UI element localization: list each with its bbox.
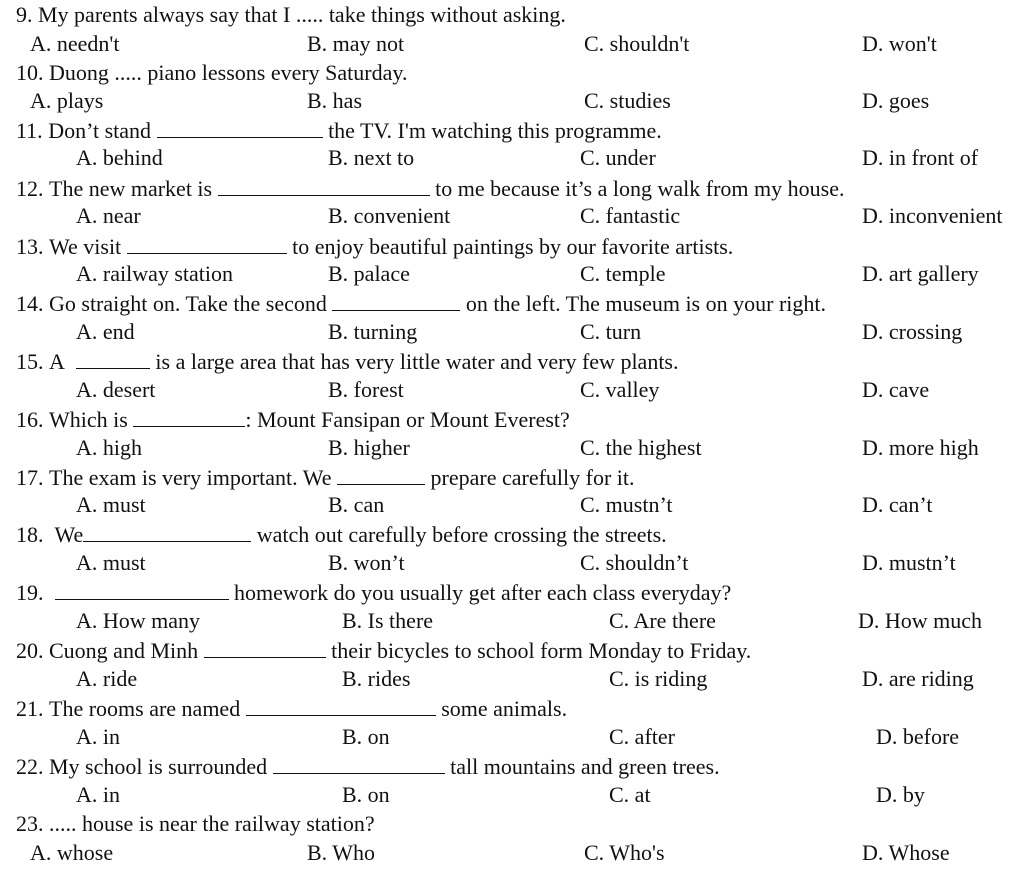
option-d[interactable]: D. art gallery: [862, 261, 979, 286]
answer-blank[interactable]: [83, 523, 251, 542]
option-c[interactable]: C. valley: [580, 377, 660, 402]
question-text: ..... house is near the railway station?: [49, 811, 375, 836]
option-d[interactable]: D. are riding: [862, 666, 974, 691]
question-number: 16.: [16, 407, 44, 432]
option-a[interactable]: A. high: [76, 435, 142, 460]
option-d[interactable]: D. can’t: [862, 492, 933, 517]
option-c[interactable]: C. studies: [584, 88, 671, 113]
option-b[interactable]: B. convenient: [328, 203, 451, 228]
option-c[interactable]: C. Who's: [584, 840, 665, 865]
question-text: their bicycles to school form Monday to Friday.: [331, 638, 752, 663]
option-a[interactable]: A. How many: [76, 608, 201, 633]
answer-blank[interactable]: [332, 292, 460, 311]
question-text: tall mountains and green trees.: [450, 754, 720, 779]
option-b[interactable]: B. rides: [342, 666, 411, 691]
option-c[interactable]: C. after: [609, 724, 675, 749]
answer-blank[interactable]: [157, 119, 323, 138]
question-23: [16, 813, 375, 835]
question-19: [16, 581, 731, 604]
option-a[interactable]: A. must: [76, 492, 146, 517]
question-text: Go straight on. Take the second: [49, 291, 327, 316]
option-b[interactable]: B. won’t: [328, 550, 405, 575]
question-21: [16, 697, 567, 720]
question-15: [16, 350, 679, 373]
option-d[interactable]: D. won't: [862, 31, 937, 56]
answer-blank[interactable]: [218, 177, 430, 196]
question-text: The new market is: [49, 176, 213, 201]
option-b[interactable]: B. higher: [328, 435, 410, 460]
option-a[interactable]: A. behind: [76, 145, 163, 170]
question-number: 20.: [16, 638, 44, 663]
question-text: My parents always say that I ..... take things without asking.: [38, 2, 566, 27]
option-d[interactable]: D. cave: [862, 377, 930, 402]
option-b[interactable]: B. Who: [307, 840, 376, 865]
option-b[interactable]: B. Is there: [342, 608, 434, 633]
question-9: [16, 4, 566, 26]
question-text: on the left. The museum is on your right.: [465, 291, 826, 316]
question-13: [16, 235, 733, 258]
question-text: The exam is very important. We: [49, 465, 332, 490]
option-a[interactable]: A. needn't: [30, 31, 120, 56]
question-11: [16, 119, 662, 142]
option-c[interactable]: C. Are there: [609, 608, 716, 633]
option-d[interactable]: D. crossing: [862, 319, 963, 344]
question-text: We: [54, 522, 84, 547]
question-text: to enjoy beautiful paintings by our favorite artists.: [292, 234, 734, 259]
option-a[interactable]: A. railway station: [76, 261, 234, 286]
question-number: 21.: [16, 696, 44, 721]
answer-blank[interactable]: [55, 581, 229, 600]
option-c[interactable]: C. is riding: [609, 666, 708, 691]
option-d[interactable]: D. before: [876, 724, 960, 749]
option-c[interactable]: C. mustn’t: [580, 492, 673, 517]
option-d[interactable]: D. in front of: [862, 145, 979, 170]
question-text: Duong ..... piano lessons every Saturday.: [49, 60, 408, 85]
option-c[interactable]: C. at: [609, 782, 651, 807]
answer-blank[interactable]: [76, 350, 150, 369]
question-number: 15.: [16, 349, 44, 374]
question-text: homework do you usually get after each class everyday?: [234, 580, 732, 605]
question-16: [16, 408, 570, 431]
answer-blank[interactable]: [337, 466, 425, 485]
question-text: is a large area that has very little water and very few plants.: [155, 349, 679, 374]
question-text: prepare carefully for it.: [430, 465, 635, 490]
option-d[interactable]: D. Whose: [862, 840, 950, 865]
question-number: 17.: [16, 465, 44, 490]
option-b[interactable]: B. can: [328, 492, 385, 517]
option-b[interactable]: B. on: [342, 724, 390, 749]
question-number: 13.: [16, 234, 44, 259]
option-b[interactable]: B. on: [342, 782, 390, 807]
question-number: 10.: [16, 60, 44, 85]
question-number: 19.: [16, 580, 44, 605]
option-d[interactable]: D. inconvenient: [862, 203, 1003, 228]
question-text: The rooms are named: [49, 696, 241, 721]
option-d[interactable]: D. mustn’t: [862, 550, 956, 575]
question-number: 14.: [16, 291, 44, 316]
option-b[interactable]: B. may not: [307, 31, 405, 56]
question-text: Cuong and Minh: [49, 638, 199, 663]
option-d[interactable]: D. goes: [862, 88, 930, 113]
question-text: to me because it’s a long walk from my house.: [435, 176, 845, 201]
question-22: [16, 755, 720, 778]
question-14: [16, 292, 826, 315]
question-text: watch out carefully before crossing the streets.: [256, 522, 667, 547]
question-text: Which is: [49, 407, 128, 432]
question-number: 23.: [16, 811, 44, 836]
option-a[interactable]: A. plays: [30, 88, 104, 113]
option-a[interactable]: A. end: [76, 319, 135, 344]
option-c[interactable]: C. fantastic: [580, 203, 681, 228]
option-b[interactable]: B. palace: [328, 261, 410, 286]
answer-blank[interactable]: [204, 639, 326, 658]
question-20: [16, 639, 751, 662]
question-text: the TV. I'm watching this programme.: [328, 118, 662, 143]
option-a[interactable]: A. ride: [76, 666, 138, 691]
question-text: We visit: [49, 234, 122, 259]
question-17: [16, 466, 635, 489]
option-d[interactable]: D. by: [876, 782, 925, 807]
question-number: 22.: [16, 754, 44, 779]
option-d[interactable]: D. How much: [858, 608, 983, 633]
option-a[interactable]: A. desert: [76, 377, 156, 402]
option-a[interactable]: A. must: [76, 550, 146, 575]
answer-blank[interactable]: [246, 697, 436, 716]
question-text: some animals.: [441, 696, 568, 721]
option-b[interactable]: B. has: [307, 88, 362, 113]
option-a[interactable]: A. in: [76, 782, 120, 807]
option-b[interactable]: B. turning: [328, 319, 418, 344]
option-d[interactable]: D. more high: [862, 435, 979, 460]
answer-blank[interactable]: [127, 235, 287, 254]
answer-blank[interactable]: [273, 755, 445, 774]
option-a[interactable]: A. in: [76, 724, 120, 749]
option-c[interactable]: C. turn: [580, 319, 642, 344]
option-c[interactable]: C. temple: [580, 261, 666, 286]
question-number: 12.: [16, 176, 44, 201]
option-b[interactable]: B. forest: [328, 377, 404, 402]
option-c[interactable]: C. under: [580, 145, 656, 170]
option-b[interactable]: B. next to: [328, 145, 415, 170]
question-10: [16, 62, 407, 84]
option-c[interactable]: C. the highest: [580, 435, 702, 460]
question-number: 11.: [16, 118, 43, 143]
option-c[interactable]: C. shouldn't: [584, 31, 690, 56]
option-a[interactable]: A. whose: [30, 840, 114, 865]
answer-blank[interactable]: [133, 408, 245, 427]
question-18: [16, 523, 667, 546]
question-number: 9.: [16, 2, 33, 27]
cropped-next-line: [16, 866, 996, 872]
question-text: Don’t stand: [48, 118, 152, 143]
question-text: A: [49, 349, 65, 374]
option-a[interactable]: A. near: [76, 203, 141, 228]
question-text: My school is surrounded: [49, 754, 268, 779]
question-text: : Mount Fansipan or Mount Everest?: [245, 407, 570, 432]
option-c[interactable]: C. shouldn’t: [580, 550, 689, 575]
question-number: 18.: [16, 522, 44, 547]
question-12: [16, 177, 844, 200]
